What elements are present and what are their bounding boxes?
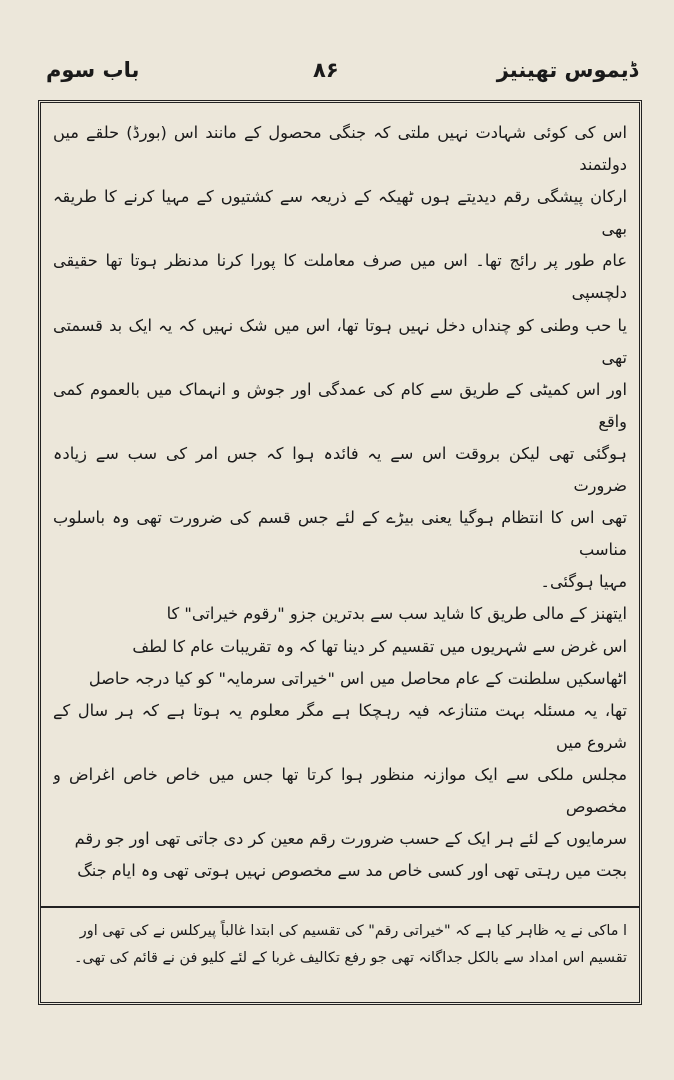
text-line: ارکان پیشگی رقم دیدیتے ہوں ٹھیکہ کے ذریعہ سے کشتیوں کے مہیا کرنے کا طریقہ بھی bbox=[53, 187, 627, 239]
footnote-divider bbox=[41, 906, 639, 908]
footnote-line: تقسیم اس امداد سے بالکل جداگانہ تھی جو رفع تکالیف غربا کے لئے کلیو فن نے قائم کی تھی۔ bbox=[74, 950, 627, 966]
text-line: تھا، یہ مسئلہ بہت متنازعہ فیہ رہچکا ہے مگر معلوم یہ ہوتا ہے کہ ہر سال کے شروع میں bbox=[53, 700, 627, 752]
paragraph-1 bbox=[53, 117, 627, 598]
text-line: بجت میں رہتی تھی اور کسی خاص مد سے مخصوص نہیں ہوتی تھی وہ ایام جنگ bbox=[77, 861, 627, 881]
text-line: اس غرض سے شہریوں میں تقسیم کر دینا تھا کہ وہ تقریبات عام کا لطف bbox=[132, 636, 627, 656]
text-line: اور اس کمیٹی کے طریق سے کام کی عمدگی اور جوش و انہماک میں بالعموم کمی واقع bbox=[53, 379, 627, 431]
text-line: عام طور پر رائج تھا۔ اس میں صرف معاملت کا پورا کرنا مدنظر ہوتا تھا حقیقی دلچسپی bbox=[53, 251, 627, 303]
paragraph-2 bbox=[53, 598, 627, 895]
chapter-label: باب سوم bbox=[46, 58, 140, 82]
text-line: اس کی کوئی شہادت نہیں ملتی کہ جنگی محصول کے مانند اس (بورڈ) حلقے میں دولتمند bbox=[53, 123, 627, 175]
body-text bbox=[53, 117, 627, 895]
text-line: ہوگئی تھی لیکن بروقت اس سے یہ فائدہ ہوا کہ جس امر کی سب سے زیادہ ضرورت bbox=[53, 443, 627, 496]
text-line bbox=[53, 887, 627, 895]
text-line: مجلس ملکی سے ایک موازنہ منظور ہوا کرتا تھا جس میں خاص خاص اغراض و مخصوص bbox=[53, 764, 627, 816]
text-line: اٹھاسکیں سلطنت کے عام محاصل میں اس "خیراتی سرمایہ" کو کیا درجہ حاصل bbox=[88, 668, 627, 688]
text-line: ایتھنز کے مالی طریق کا شاید سب سے بدترین جزو "رقوم خیراتی" کا bbox=[166, 604, 627, 624]
text-frame bbox=[38, 100, 642, 1005]
footnote-line: ا ماکی نے یہ ظاہر کیا ہے کہ "خیراتی رقم" کی تقسیم کی ابتدا غالباً پیرکلس نے کی تھی اور bbox=[79, 923, 627, 939]
page-number: ۸۶ bbox=[313, 58, 339, 82]
text-line: مہیا ہوگئی۔ bbox=[540, 572, 627, 592]
footnote bbox=[53, 918, 627, 998]
text-line: یا حب وطنی کو چنداں دخل نہیں ہوتا تھا، اس میں شک نہیں کہ یہ ایک بد قسمتی تھی bbox=[53, 315, 627, 367]
text-line: سرمایوں کے لئے ہر ایک کے حسب ضرورت رقم معین کر دی جاتی تھی اور جو رقم bbox=[74, 829, 627, 849]
running-header bbox=[38, 58, 646, 96]
book-title: ڈیموس تھینیز bbox=[496, 58, 638, 82]
text-line: تھی اس کا انتظام ہوگیا یعنی بیڑے کے لئے جس قسم کی ضرورت تھی وہ باسلوب مناسب bbox=[53, 508, 627, 560]
